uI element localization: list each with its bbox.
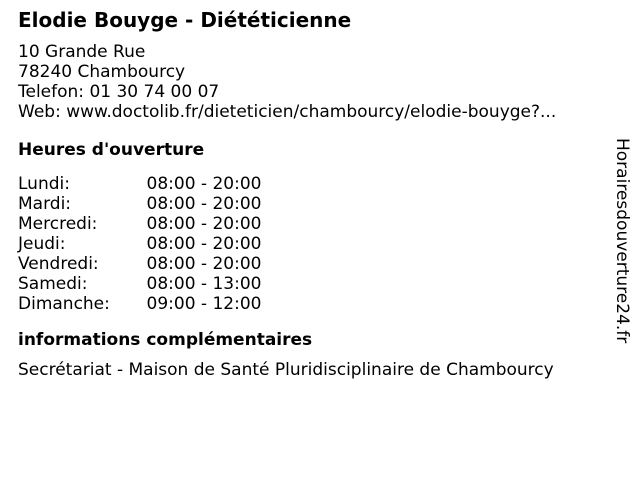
phone-label: Telefon: bbox=[18, 82, 85, 102]
day-hours: 08:00 - 20:00 bbox=[146, 234, 262, 254]
day-label: Jeudi: bbox=[18, 234, 66, 254]
additional-info-heading: informations complémentaires bbox=[18, 330, 313, 350]
address-block bbox=[18, 42, 594, 122]
day-hours: 08:00 - 13:00 bbox=[146, 274, 262, 294]
hours-row bbox=[18, 214, 270, 234]
web-label: Web: bbox=[18, 102, 61, 122]
opening-hours-table bbox=[18, 174, 270, 314]
watermark-brand: Horairesdouverture24.fr bbox=[612, 138, 632, 344]
web-link[interactable]: www.doctolib.fr/dieteticien/chambourcy/elodie-bouyge?... bbox=[66, 102, 557, 122]
day-label: Mercredi: bbox=[18, 214, 98, 234]
day-label: Mardi: bbox=[18, 194, 72, 214]
web-line bbox=[18, 102, 594, 122]
hours-row bbox=[18, 234, 270, 254]
day-label: Samedi: bbox=[18, 274, 88, 294]
day-hours: 08:00 - 20:00 bbox=[146, 194, 262, 214]
hours-row bbox=[18, 254, 270, 274]
day-hours: 09:00 - 12:00 bbox=[146, 294, 262, 314]
day-hours: 08:00 - 20:00 bbox=[146, 214, 262, 234]
hours-row bbox=[18, 194, 270, 214]
hours-row bbox=[18, 274, 270, 294]
day-hours: 08:00 - 20:00 bbox=[146, 254, 262, 274]
address-city: 78240 Chambourcy bbox=[18, 62, 186, 82]
hours-row bbox=[18, 294, 270, 314]
page-title: Elodie Bouyge - Diététicienne bbox=[18, 8, 352, 32]
phone-number: 01 30 74 00 07 bbox=[89, 82, 220, 102]
additional-info-text: Secrétariat - Maison de Santé Pluridisciplinaire de Chambourcy bbox=[18, 360, 554, 380]
hours-row bbox=[18, 174, 270, 194]
opening-hours-heading: Heures d'ouverture bbox=[18, 140, 205, 160]
day-label: Dimanche: bbox=[18, 294, 110, 314]
day-label: Vendredi: bbox=[18, 254, 99, 274]
address-street: 10 Grande Rue bbox=[18, 42, 146, 62]
day-label: Lundi: bbox=[18, 174, 70, 194]
phone-line bbox=[18, 82, 594, 102]
day-hours: 08:00 - 20:00 bbox=[146, 174, 262, 194]
